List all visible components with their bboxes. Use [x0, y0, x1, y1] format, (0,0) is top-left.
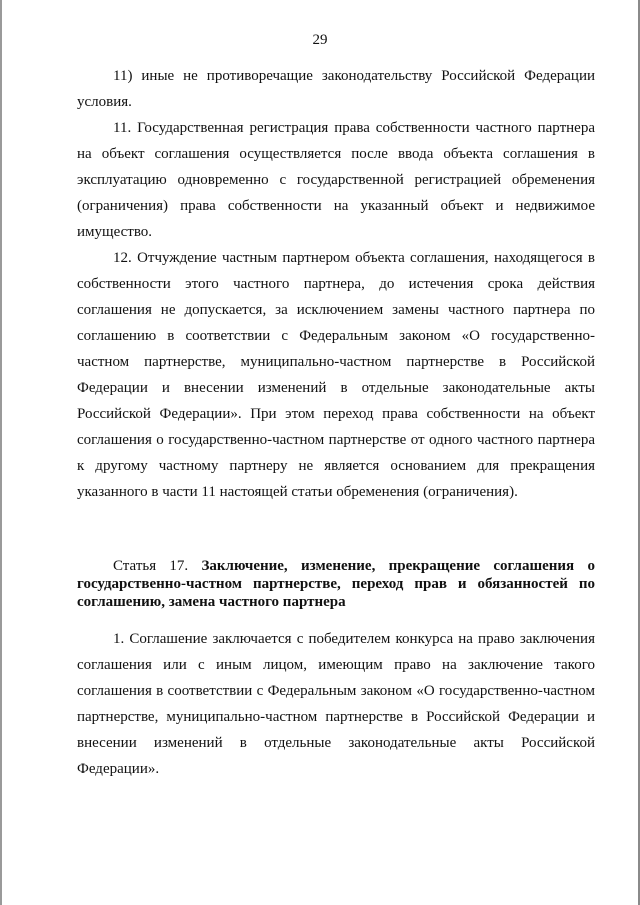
document-body [77, 63, 595, 782]
paragraph-part-1-conclusion: 1. Соглашение заключается с победителем конкурса на право заключения соглашения или с иным лицом, имеющим право на заключение такого соглашения в соответствии с Федеральным законом «О государственно-частном партнерстве, муниципально-частном партнерстве в Российской Федерации и внесении изменений в отдельные законодательные акты Российской Федерации». [77, 631, 595, 777]
paragraph-item-11-conditions: 11) иные не противоречащие законодательству Российской Федерации условия. [77, 68, 595, 110]
article-title: Заключение, изменение, прекращение соглашения о государственно-частном партнерстве, переход прав и обязанностей по соглашению, замена частного партнера [77, 558, 595, 610]
paragraph-part-12-alienation: 12. Отчуждение частным партнером объекта соглашения, находящегося в собственности этого частного партнера, до истечения срока действия соглашения не допускается, за исключением замены частного партнера по соглашению в соответствии с Федеральным законом «О государственно-частном партнерстве, муниципально-частном партнерстве в Российской Федерации и внесении изменений в отдельные законодательные акты Российской Федерации». При этом переход права собственности на объект соглашения о государственно-частном партнерстве от одного частного партнера к другому частному партнеру не является основанием для прекращения указанного в части 11 настоящей статьи обременения (ограничения). [77, 250, 595, 500]
page-number: 29 [312, 32, 328, 48]
scan-edge-left [0, 0, 2, 905]
article-label: Статья 17. [113, 558, 189, 574]
article-heading [77, 557, 595, 611]
paragraph-part-11-registration: 11. Государственная регистрация права собственности частного партнера на объект соглашения осуществляется после ввода объекта соглашения в эксплуатацию одновременно с государственной регистрацией обременения (ограничения) права собственности на указанный объект и недвижимое имущество. [77, 120, 595, 240]
